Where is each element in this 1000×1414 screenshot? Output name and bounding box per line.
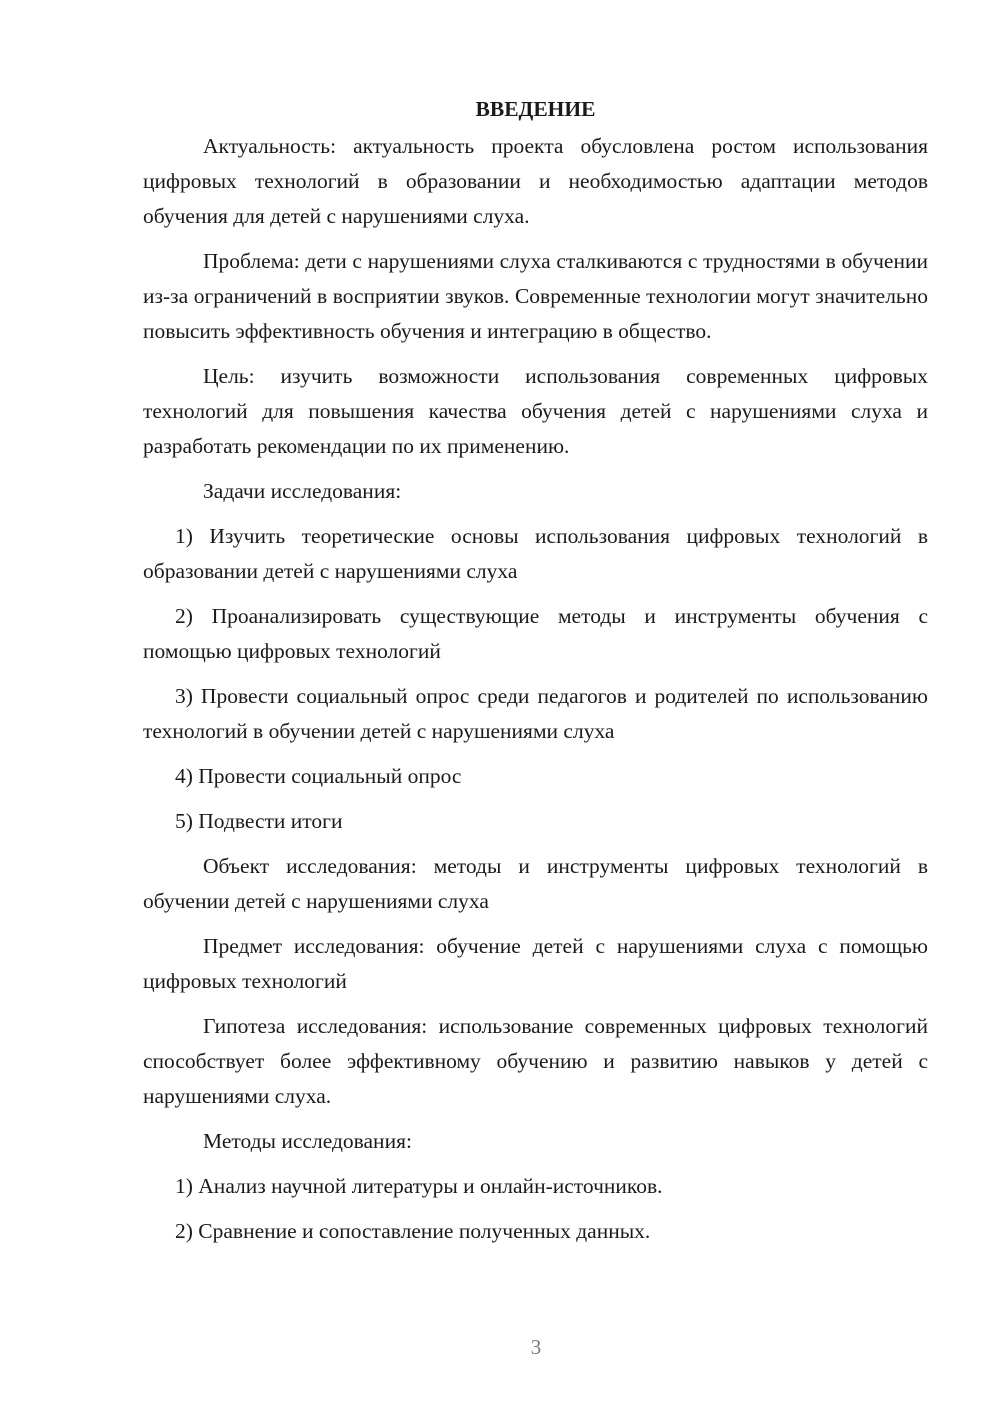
subject-paragraph: Предмет исследования: обучение детей с нарушениями слуха с помощью цифровых технологий — [143, 934, 928, 993]
task-item-5: 5) Подвести итоги — [175, 809, 343, 833]
method-item-1: 1) Анализ научной литературы и онлайн-источников. — [175, 1174, 663, 1198]
problem-paragraph: Проблема: дети с нарушениями слуха сталкиваются с трудностями в обучении из-за ограничений в восприятии звуков. Современные технологии могут значительно повысить эффективность обучения и интеграцию в общество. — [143, 249, 928, 343]
hypothesis-paragraph: Гипотеза исследования: использование современных цифровых технологий способствует более эффективному обучению и развитию навыков у детей с нарушениями слуха. — [143, 1014, 928, 1108]
document-page — [143, 92, 928, 1259]
page-number: 3 — [530, 1335, 542, 1359]
object-paragraph: Объект исследования: методы и инструменты цифровых технологий в обучении детей с нарушениями слуха — [143, 854, 928, 913]
methods-heading: Методы исследования: — [203, 1129, 412, 1153]
task-item-4: 4) Провести социальный опрос — [175, 764, 462, 788]
relevance-paragraph: Актуальность: актуальность проекта обусловлена ростом использования цифровых технологий в образовании и необходимостью адаптации методов обучения для детей с нарушениями слуха. — [143, 134, 928, 228]
method-item-2: 2) Сравнение и сопоставление полученных данных. — [175, 1219, 651, 1243]
goal-paragraph: Цель: изучить возможности использования современных цифровых технологий для повышения качества обучения детей с нарушениями слуха и разработать рекомендации по их применению. — [143, 364, 928, 458]
task-item-1: 1) Изучить теоретические основы использования цифровых технологий в образовании детей с нарушениями слуха — [143, 524, 928, 583]
task-item-3: 3) Провести социальный опрос среди педагогов и родителей по использованию технологий в обучении детей с нарушениями слуха — [143, 684, 928, 743]
tasks-heading: Задачи исследования: — [203, 479, 402, 503]
task-item-2: 2) Проанализировать существующие методы и инструменты обучения с помощью цифровых технологий — [143, 604, 928, 663]
page-title: ВВЕДЕНИЕ — [475, 97, 596, 121]
